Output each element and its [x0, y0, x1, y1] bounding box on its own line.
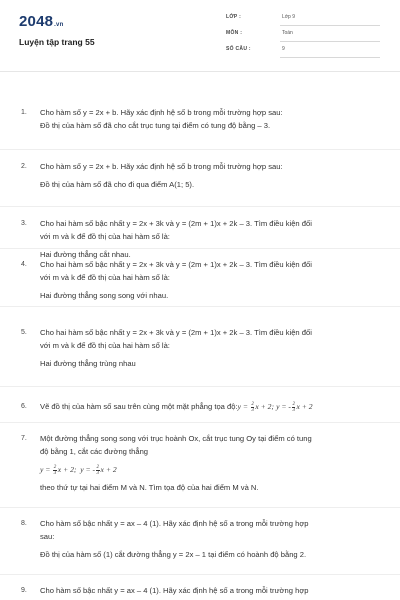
question-answer-line: theo thứ tự tại hai điểm M và N. Tìm tọa độ của hai điểm M và N.: [40, 483, 259, 492]
question-separator: [0, 248, 400, 249]
question-answer-line: Hai đường thẳng trùng nhau: [40, 359, 136, 368]
equation-line: y = $\frac{2}{3}$ x + 2; y = - $\frac{2}{3}$ x + 2: [40, 464, 117, 476]
question-text: với m và k để đồ thị của hai hàm số là:: [40, 232, 170, 241]
page-title: Luyện tập trang 55: [19, 37, 95, 47]
site-logo[interactable]: 2048.vn: [19, 13, 64, 30]
question-answer-line: Đồ thị của hàm số (1) cắt đường thẳng y = 2x – 1 tại điểm có hoành độ bằng 2.: [40, 550, 307, 559]
question-number: 4.: [21, 261, 27, 268]
question-text: Cho hai hàm số bậc nhất y = 2x + 3k và y = (2m + 1)x + 2k – 3. Tìm điều kiện đối: [40, 219, 312, 228]
question-separator: [0, 507, 400, 508]
question-number: 8.: [21, 520, 27, 527]
question-number: 7.: [21, 435, 27, 442]
question-answer-line: Đồ thị của hàm số đã cho cắt trục tung tại điểm có tung độ bằng – 3.: [40, 121, 271, 130]
question-text: Cho hàm số y = 2x + b. Hãy xác định hệ số b trong mỗi trường hợp sau:: [40, 162, 283, 171]
question-text: Cho hai hàm số bậc nhất y = 2x + 3k và y = (2m + 1)x + 2k – 3. Tìm điều kiện đối: [40, 328, 312, 337]
question-number: 3.: [21, 220, 27, 227]
question-answer-line: Hai đường thẳng song song với nhau.: [40, 291, 169, 300]
question-separator: [0, 206, 400, 207]
question-number: 9.: [21, 587, 27, 594]
question-number: 6.: [21, 403, 27, 410]
question-text: Vẽ đồ thị của hàm số sau trên cùng một mặt phẳng tọa độ:y = $\frac{2}{3}$ x + 2; y = - $\frac{2}{3}$ x + 2: [40, 401, 313, 413]
question-answer-line: Hai đường thẳng cắt nhau.: [40, 250, 131, 259]
question-separator: [0, 149, 400, 150]
question-number: 5.: [21, 329, 27, 336]
question-separator: [0, 306, 400, 307]
header-divider: [0, 71, 400, 72]
meta-question-count: SỐ CÂU : 9: [226, 44, 380, 58]
question-text: Cho hàm số bậc nhất y = ax – 4 (1). Hãy xác định hệ số a trong mỗi trường hợp: [40, 586, 309, 595]
question-number: 2.: [21, 163, 27, 170]
equation-1: y = $\frac{2}{3}$ x + 2;: [237, 401, 274, 413]
question-text: Cho hai hàm số bậc nhất y = 2x + 3k và y = (2m + 1)x + 2k – 3. Tìm điều kiện đối: [40, 260, 312, 269]
page-header: [0, 0, 400, 62]
question-separator: [0, 574, 400, 575]
question-text: sau:: [40, 532, 55, 541]
question-text: với m và k để đồ thị của hai hàm số là:: [40, 273, 170, 282]
question-text: Cho hàm số bậc nhất y = ax – 4 (1). Hãy xác định hệ số a trong mỗi trường hợp: [40, 519, 309, 528]
equation-2: y = - $\frac{2}{3}$ x + 2: [276, 401, 313, 413]
meta-grade: LỚP : Lớp 9: [226, 12, 380, 26]
question-text: với m và k để đồ thị của hai hàm số là:: [40, 341, 170, 350]
question-number: 1.: [21, 109, 27, 116]
question-text: Cho hàm số y = 2x + b. Hãy xác định hệ số b trong mỗi trường hợp sau:: [40, 108, 283, 117]
question-text: độ bằng 1, cắt các đường thẳng: [40, 447, 149, 456]
question-text: Một đường thẳng song song với trục hoành Ox, cắt trục tung Oy tại điểm có tung: [40, 434, 312, 443]
question-separator: [0, 422, 400, 423]
question-separator: [0, 386, 400, 387]
meta-subject: MÔN : Toán: [226, 28, 380, 42]
question-answer-line: Đồ thị của hàm số đã cho đi qua điểm A(1; 5).: [40, 180, 195, 189]
